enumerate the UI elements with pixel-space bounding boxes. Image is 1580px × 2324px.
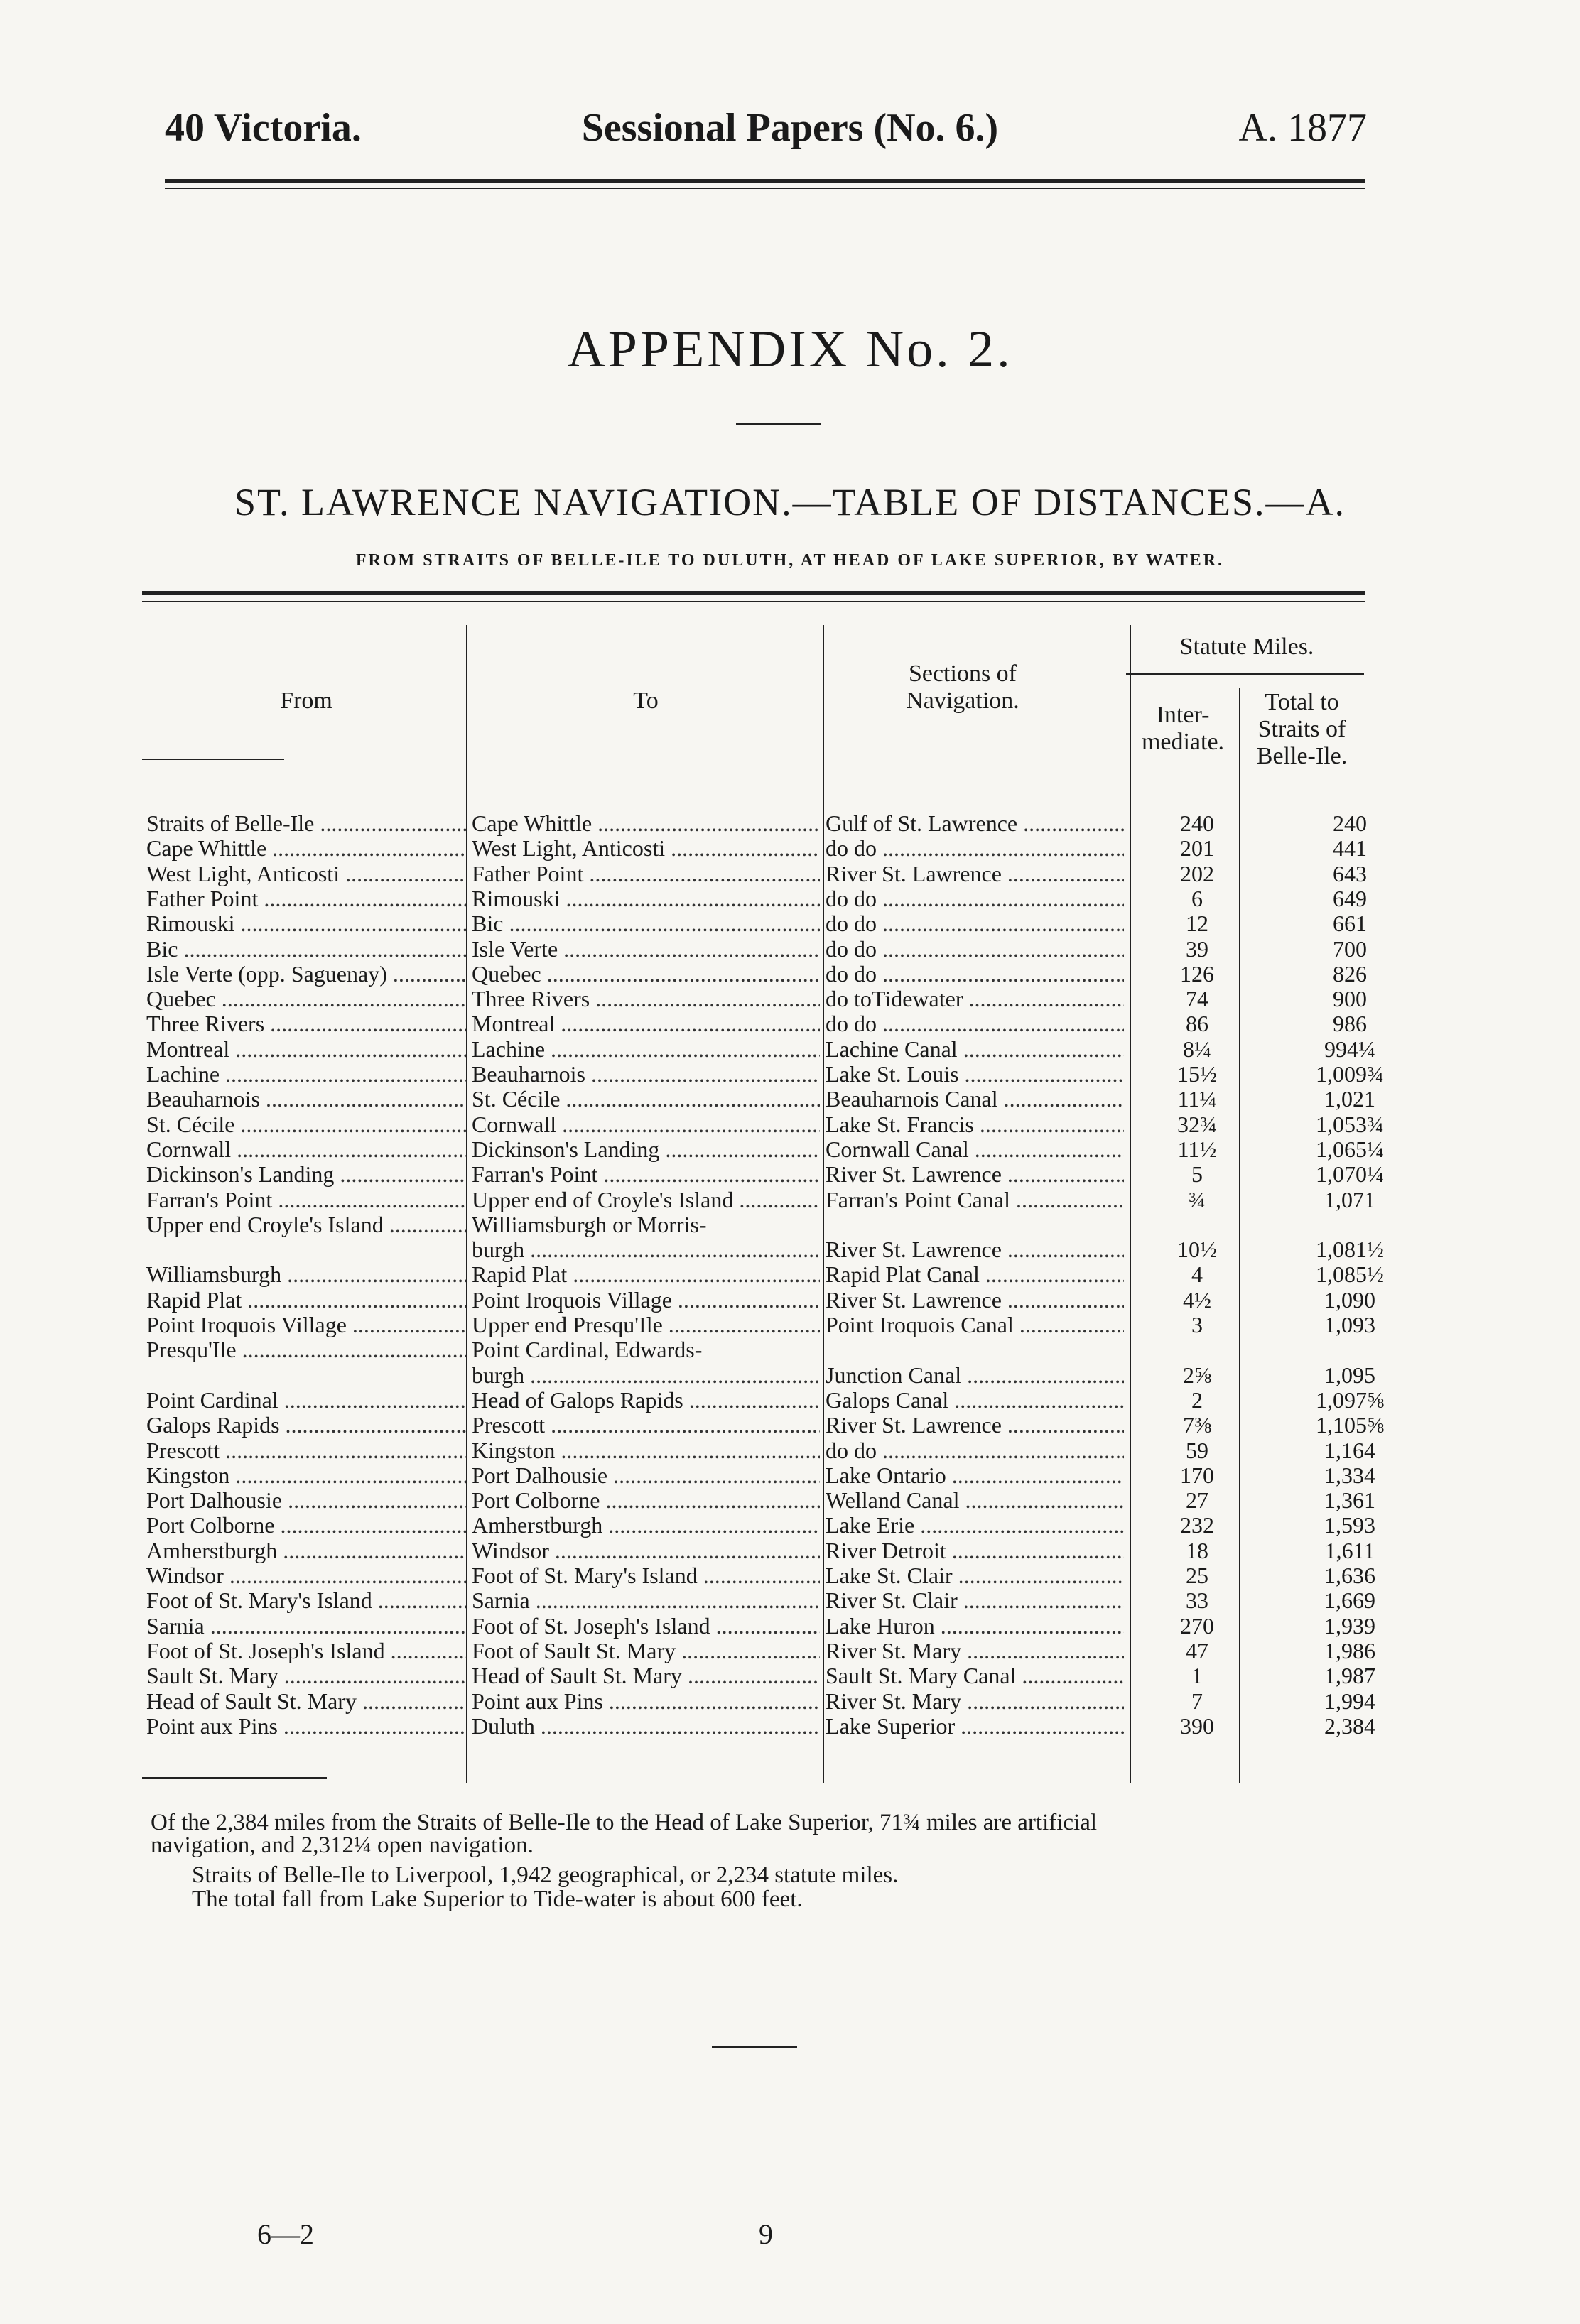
section-cell: do do ..... xyxy=(826,937,1124,962)
total-miles-cell: 1,105⅝ xyxy=(1316,1413,1384,1438)
section-cell: River St. Clair ..... xyxy=(826,1588,1124,1613)
section-cell: Lake St. Clair ..... xyxy=(826,1563,1124,1588)
section-cell: River St. Lawrence ..... xyxy=(826,1162,1124,1187)
table-row xyxy=(0,1663,1580,1688)
total-miles-cell: 1,070¼ xyxy=(1316,1162,1384,1188)
intermediate-miles-cell: 18 xyxy=(1186,1538,1208,1563)
to-cell: burgh ..... xyxy=(472,1237,820,1262)
to-cell: Prescott ..... xyxy=(472,1413,820,1438)
section-cell: Lake Huron ..... xyxy=(826,1614,1124,1639)
from-cell: Amherstburgh ..... xyxy=(146,1538,466,1563)
section-cell: do do ..... xyxy=(826,962,1124,987)
table-top-rule-thin xyxy=(142,601,1365,602)
intermediate-miles-cell: 33 xyxy=(1186,1588,1208,1614)
to-cell: Isle Verte ..... xyxy=(472,937,820,962)
intermediate-miles-cell: 59 xyxy=(1186,1438,1208,1463)
intermediate-miles-cell: 390 xyxy=(1180,1713,1214,1739)
table-row xyxy=(0,1614,1580,1639)
total-miles-cell: 1,164 xyxy=(1324,1438,1375,1463)
from-cell: Windsor ..... xyxy=(146,1563,466,1588)
intermediate-miles-cell: 32¾ xyxy=(1177,1112,1217,1137)
to-cell: Head of Galops Rapids ..... xyxy=(472,1388,820,1413)
section-cell: do do ..... xyxy=(826,886,1124,911)
table-row xyxy=(0,1087,1580,1112)
from-cell: Dickinson's Landing ..... xyxy=(146,1162,466,1187)
note-line-3: Straits of Belle-Ile to Liverpool, 1,942 geographical, or 2,234 statute miles. xyxy=(192,1862,899,1888)
to-cell: burgh ..... xyxy=(472,1363,820,1388)
section-cell: River St. Mary ..... xyxy=(826,1689,1124,1714)
intermediate-miles-cell: 39 xyxy=(1186,936,1208,962)
to-cell: Upper end of Croyle's Island ..... xyxy=(472,1188,820,1212)
header-left: 40 Victoria. xyxy=(165,106,362,150)
from-cell: Port Colborne ..... xyxy=(146,1513,466,1538)
col-header-statute: Statute Miles. xyxy=(1179,634,1314,660)
col-header-intermediate: Inter- mediate. xyxy=(1141,702,1225,755)
from-cell: Father Point ..... xyxy=(146,886,466,911)
header-rule-thick xyxy=(165,179,1365,183)
table-row xyxy=(0,1714,1580,1739)
from-cell: Kingston ..... xyxy=(146,1463,466,1488)
from-cell: Port Dalhousie ..... xyxy=(146,1488,466,1513)
from-cell: Prescott ..... xyxy=(146,1438,466,1463)
col-header-total: Total to Straits of Belle-Ile. xyxy=(1256,689,1348,769)
intermediate-miles-cell: 2⅝ xyxy=(1183,1362,1211,1388)
table-row xyxy=(0,937,1580,962)
intermediate-miles-cell: 270 xyxy=(1180,1613,1214,1639)
total-miles-cell: 1,090 xyxy=(1324,1287,1375,1313)
from-cell: Quebec ..... xyxy=(146,987,466,1011)
table-row xyxy=(0,1212,1580,1237)
header-center: Sessional Papers (No. 6.) xyxy=(581,106,999,150)
table-row xyxy=(0,1112,1580,1137)
intermediate-miles-cell: 126 xyxy=(1180,961,1214,987)
to-cell: Dickinson's Landing ..... xyxy=(472,1137,820,1162)
intermediate-miles-cell: 1 xyxy=(1191,1663,1203,1689)
from-cell: Point Iroquois Village ..... xyxy=(146,1313,466,1337)
table-row xyxy=(0,1363,1580,1388)
note-line-2: navigation, and 2,312¼ open navigation. xyxy=(151,1832,534,1858)
from-cell: Point aux Pins ..... xyxy=(146,1714,466,1739)
total-miles-cell: 1,669 xyxy=(1324,1588,1375,1614)
from-cell: Head of Sault St. Mary ..... xyxy=(146,1689,466,1714)
table-row xyxy=(0,1563,1580,1588)
table-row xyxy=(0,1188,1580,1212)
total-miles-cell: 1,611 xyxy=(1324,1538,1375,1563)
from-cell: Galops Rapids ..... xyxy=(146,1413,466,1438)
total-miles-cell: 1,097⅝ xyxy=(1316,1387,1384,1413)
total-miles-cell: 240 xyxy=(1333,811,1367,836)
table-bottom-rule xyxy=(142,1777,327,1779)
to-cell: Beauharnois ..... xyxy=(472,1062,820,1087)
total-miles-cell: 1,021 xyxy=(1324,1087,1375,1112)
section-cell: do do ..... xyxy=(826,1438,1124,1463)
table-top-rule-thick xyxy=(142,591,1365,595)
total-miles-cell: 700 xyxy=(1333,936,1367,962)
from-cell: Point Cardinal ..... xyxy=(146,1388,466,1413)
to-cell: West Light, Anticosti ..... xyxy=(472,836,820,861)
intermediate-miles-cell: 240 xyxy=(1180,811,1214,836)
section-cell: Rapid Plat Canal ..... xyxy=(826,1262,1124,1287)
section-cell: do do ..... xyxy=(826,911,1124,936)
from-cell: Beauharnois ..... xyxy=(146,1087,466,1112)
from-cell: Rapid Plat ..... xyxy=(146,1288,466,1313)
total-miles-cell: 649 xyxy=(1333,886,1367,911)
intermediate-miles-cell: 11¼ xyxy=(1177,1087,1217,1112)
section-cell: River St. Lawrence ..... xyxy=(826,862,1124,886)
table-row xyxy=(0,1062,1580,1087)
table-row xyxy=(0,862,1580,886)
from-cell: Sault St. Mary ..... xyxy=(146,1663,466,1688)
intermediate-miles-cell: 74 xyxy=(1186,987,1208,1012)
total-miles-cell: 826 xyxy=(1333,961,1367,987)
table-row xyxy=(0,1388,1580,1413)
from-cell: Bic ..... xyxy=(146,937,466,962)
section-cell: Lake St. Francis ..... xyxy=(826,1112,1124,1137)
section-cell: Cornwall Canal ..... xyxy=(826,1137,1124,1162)
from-cell: Rimouski ..... xyxy=(146,911,466,936)
to-cell: Port Colborne ..... xyxy=(472,1488,820,1513)
intermediate-miles-cell: 11½ xyxy=(1177,1136,1217,1162)
total-miles-cell: 1,085½ xyxy=(1316,1262,1384,1288)
to-cell: Williamsburgh or Morris- xyxy=(472,1212,707,1237)
intermediate-miles-cell: 25 xyxy=(1186,1563,1208,1588)
from-cell: Presqu'Ile ..... xyxy=(146,1337,466,1362)
table-row xyxy=(0,1413,1580,1438)
total-miles-cell: 1,053¾ xyxy=(1316,1112,1384,1137)
note-line-4: The total fall from Lake Superior to Tide-water is about 600 feet. xyxy=(192,1886,803,1912)
section-cell: Lake Superior ..... xyxy=(826,1714,1124,1739)
total-miles-cell: 1,987 xyxy=(1324,1663,1375,1689)
from-cell: Isle Verte (opp. Saguenay) ..... xyxy=(146,962,466,987)
intermediate-miles-cell: 201 xyxy=(1180,836,1214,862)
to-cell: St. Cécile ..... xyxy=(472,1087,820,1112)
from-cell: Three Rivers ..... xyxy=(146,1011,466,1036)
total-miles-cell: 1,636 xyxy=(1324,1563,1375,1588)
to-cell: Kingston ..... xyxy=(472,1438,820,1463)
to-cell: Duluth ..... xyxy=(472,1714,820,1739)
section-cell: do toTidewater ..... xyxy=(826,987,1124,1011)
to-cell: Rimouski ..... xyxy=(472,886,820,911)
section-cell: Galops Canal ..... xyxy=(826,1388,1124,1413)
total-miles-cell: 2,384 xyxy=(1324,1713,1375,1739)
section-cell: River St. Lawrence ..... xyxy=(826,1288,1124,1313)
intermediate-miles-cell: 7⅜ xyxy=(1183,1413,1211,1438)
total-miles-cell: 1,065¼ xyxy=(1316,1136,1384,1162)
from-cell: Foot of St. Mary's Island ..... xyxy=(146,1588,466,1613)
table-row xyxy=(0,1137,1580,1162)
intermediate-miles-cell: ¾ xyxy=(1189,1187,1206,1212)
header-right: A. 1877 xyxy=(1238,106,1367,150)
from-cell: Sarnia ..... xyxy=(146,1614,466,1639)
section-cell: Lake Ontario ..... xyxy=(826,1463,1124,1488)
total-miles-cell: 1,361 xyxy=(1324,1488,1375,1514)
statute-rule xyxy=(1126,673,1364,675)
to-cell: Bic ..... xyxy=(472,911,820,936)
section-cell: Lachine Canal ..... xyxy=(826,1037,1124,1062)
appendix-divider xyxy=(736,423,821,425)
from-cell: Montreal ..... xyxy=(146,1037,466,1062)
section-cell: River St. Lawrence ..... xyxy=(826,1237,1124,1262)
total-miles-cell: 1,081½ xyxy=(1316,1237,1384,1263)
to-cell: Sarnia ..... xyxy=(472,1588,820,1613)
to-cell: Lachine ..... xyxy=(472,1037,820,1062)
to-cell: Point Cardinal, Edwards- xyxy=(472,1337,703,1363)
table-row xyxy=(0,962,1580,987)
table-row xyxy=(0,1538,1580,1563)
table-row xyxy=(0,1513,1580,1538)
intermediate-miles-cell: 6 xyxy=(1191,886,1203,911)
table-title: ST. LAWRENCE NAVIGATION.—TABLE OF DISTANCES.—A. xyxy=(234,481,1346,523)
to-cell: Cornwall ..... xyxy=(472,1112,820,1137)
to-cell: Three Rivers ..... xyxy=(472,987,820,1011)
intermediate-miles-cell: 202 xyxy=(1180,861,1214,886)
table-row xyxy=(0,1488,1580,1513)
intermediate-miles-cell: 232 xyxy=(1180,1513,1214,1538)
table-row xyxy=(0,1689,1580,1714)
table-row xyxy=(0,1237,1580,1262)
intermediate-miles-cell: 4 xyxy=(1191,1262,1203,1288)
section-cell: Farran's Point Canal ..... xyxy=(826,1188,1124,1212)
section-cell: River St. Mary ..... xyxy=(826,1639,1124,1663)
intermediate-miles-cell: 12 xyxy=(1186,911,1208,937)
section-cell: Junction Canal ..... xyxy=(826,1363,1124,1388)
table-row xyxy=(0,1639,1580,1663)
from-cell: Williamsburgh ..... xyxy=(146,1262,466,1287)
to-cell: Montreal ..... xyxy=(472,1011,820,1036)
to-cell: Point aux Pins ..... xyxy=(472,1689,820,1714)
col-header-sections: Sections of Navigation. xyxy=(906,661,1019,714)
from-cell: Cornwall ..... xyxy=(146,1137,466,1162)
to-cell: Foot of St. Mary's Island ..... xyxy=(472,1563,820,1588)
table-row xyxy=(0,1337,1580,1362)
header-rule-thin xyxy=(165,188,1365,189)
note-line-1: Of the 2,384 miles from the Straits of Belle-Ile to the Head of Lake Superior, 71¾ miles are artificial xyxy=(151,1810,1098,1835)
total-miles-cell: 1,095 xyxy=(1324,1362,1375,1388)
section-cell: Lake Erie ..... xyxy=(826,1513,1124,1538)
appendix-heading: APPENDIX No. 2. xyxy=(567,320,1013,379)
to-cell: Farran's Point ..... xyxy=(472,1162,820,1187)
section-cell: Gulf of St. Lawrence ..... xyxy=(826,811,1124,836)
table-row xyxy=(0,1313,1580,1337)
intermediate-miles-cell: 170 xyxy=(1180,1462,1214,1488)
intermediate-miles-cell: 5 xyxy=(1191,1162,1203,1188)
to-cell: Foot of St. Joseph's Island ..... xyxy=(472,1614,820,1639)
from-cell: West Light, Anticosti ..... xyxy=(146,862,466,886)
table-row xyxy=(0,1011,1580,1036)
col-header-from: From xyxy=(280,688,332,714)
table-row xyxy=(0,1037,1580,1062)
intermediate-miles-cell: 3 xyxy=(1191,1313,1203,1337)
to-cell: Windsor ..... xyxy=(472,1538,820,1563)
to-cell: Port Dalhousie ..... xyxy=(472,1463,820,1488)
total-miles-cell: 986 xyxy=(1333,1011,1367,1037)
intermediate-miles-cell: 7 xyxy=(1191,1688,1203,1714)
section-cell: Lake St. Louis ..... xyxy=(826,1062,1124,1087)
total-miles-cell: 1,093 xyxy=(1324,1313,1375,1337)
total-miles-cell: 643 xyxy=(1333,861,1367,886)
intermediate-miles-cell: 86 xyxy=(1186,1011,1208,1037)
to-cell: Quebec ..... xyxy=(472,962,820,987)
total-miles-cell: 1,986 xyxy=(1324,1638,1375,1663)
section-cell: Beauharnois Canal ..... xyxy=(826,1087,1124,1112)
table-row xyxy=(0,836,1580,861)
intermediate-miles-cell: 8¼ xyxy=(1183,1036,1211,1062)
to-cell: Cape Whittle ..... xyxy=(472,811,820,836)
from-header-rule xyxy=(142,759,284,760)
intermediate-miles-cell: 27 xyxy=(1186,1488,1208,1514)
table-row xyxy=(0,987,1580,1011)
intermediate-miles-cell: 15½ xyxy=(1177,1062,1217,1087)
from-cell: Straits of Belle-Ile ..... xyxy=(146,811,466,836)
intermediate-miles-cell: 2 xyxy=(1191,1387,1203,1413)
total-miles-cell: 441 xyxy=(1333,836,1367,862)
total-miles-cell: 1,071 xyxy=(1324,1187,1375,1212)
section-cell: River St. Lawrence ..... xyxy=(826,1413,1124,1438)
from-cell: St. Cécile ..... xyxy=(146,1112,466,1137)
table-row xyxy=(0,1588,1580,1613)
to-cell: Head of Sault St. Mary ..... xyxy=(472,1663,820,1688)
total-miles-cell: 661 xyxy=(1333,911,1367,937)
total-miles-cell: 900 xyxy=(1333,987,1367,1012)
notes-divider xyxy=(712,2046,797,2048)
to-cell: Upper end Presqu'Ile ..... xyxy=(472,1313,820,1337)
table-row xyxy=(0,911,1580,936)
table-row xyxy=(0,1438,1580,1463)
total-miles-cell: 994¼ xyxy=(1324,1036,1375,1062)
to-cell: Rapid Plat ..... xyxy=(472,1262,820,1287)
intermediate-miles-cell: 4½ xyxy=(1183,1287,1211,1313)
table-row xyxy=(0,886,1580,911)
total-miles-cell: 1,009¾ xyxy=(1316,1062,1384,1087)
section-cell: do do ..... xyxy=(826,836,1124,861)
section-cell: Welland Canal ..... xyxy=(826,1488,1124,1513)
from-cell: Lachine ..... xyxy=(146,1062,466,1087)
section-cell: do do ..... xyxy=(826,1011,1124,1036)
from-cell: Foot of St. Joseph's Island ..... xyxy=(146,1639,466,1663)
to-cell: Amherstburgh ..... xyxy=(472,1513,820,1538)
from-cell: Cape Whittle ..... xyxy=(146,836,466,861)
total-miles-cell: 1,593 xyxy=(1324,1513,1375,1538)
col-header-to: To xyxy=(633,688,659,714)
total-miles-cell: 1,334 xyxy=(1324,1462,1375,1488)
intermediate-miles-cell: 10½ xyxy=(1177,1237,1217,1263)
page-number: 9 xyxy=(759,2218,773,2250)
to-cell: Point Iroquois Village ..... xyxy=(472,1288,820,1313)
table-row xyxy=(0,811,1580,836)
table-row xyxy=(0,1262,1580,1287)
footer-signature: 6—2 xyxy=(257,2218,314,2250)
table-row xyxy=(0,1463,1580,1488)
from-cell: Farran's Point ..... xyxy=(146,1188,466,1212)
to-cell: Foot of Sault St. Mary ..... xyxy=(472,1639,820,1663)
to-cell: Father Point ..... xyxy=(472,862,820,886)
total-miles-cell: 1,994 xyxy=(1324,1688,1375,1714)
table-subtitle: FROM STRAITS OF BELLE-ILE TO DULUTH, AT HEAD OF LAKE SUPERIOR, BY WATER. xyxy=(355,551,1225,570)
table-row xyxy=(0,1162,1580,1187)
section-cell: River Detroit ..... xyxy=(826,1538,1124,1563)
intermediate-miles-cell: 47 xyxy=(1186,1638,1208,1663)
section-cell: Sault St. Mary Canal ..... xyxy=(826,1663,1124,1688)
total-miles-cell: 1,939 xyxy=(1324,1613,1375,1639)
table-row xyxy=(0,1288,1580,1313)
section-cell: Point Iroquois Canal ..... xyxy=(826,1313,1124,1337)
from-cell: Upper end Croyle's Island ..... xyxy=(146,1212,466,1237)
